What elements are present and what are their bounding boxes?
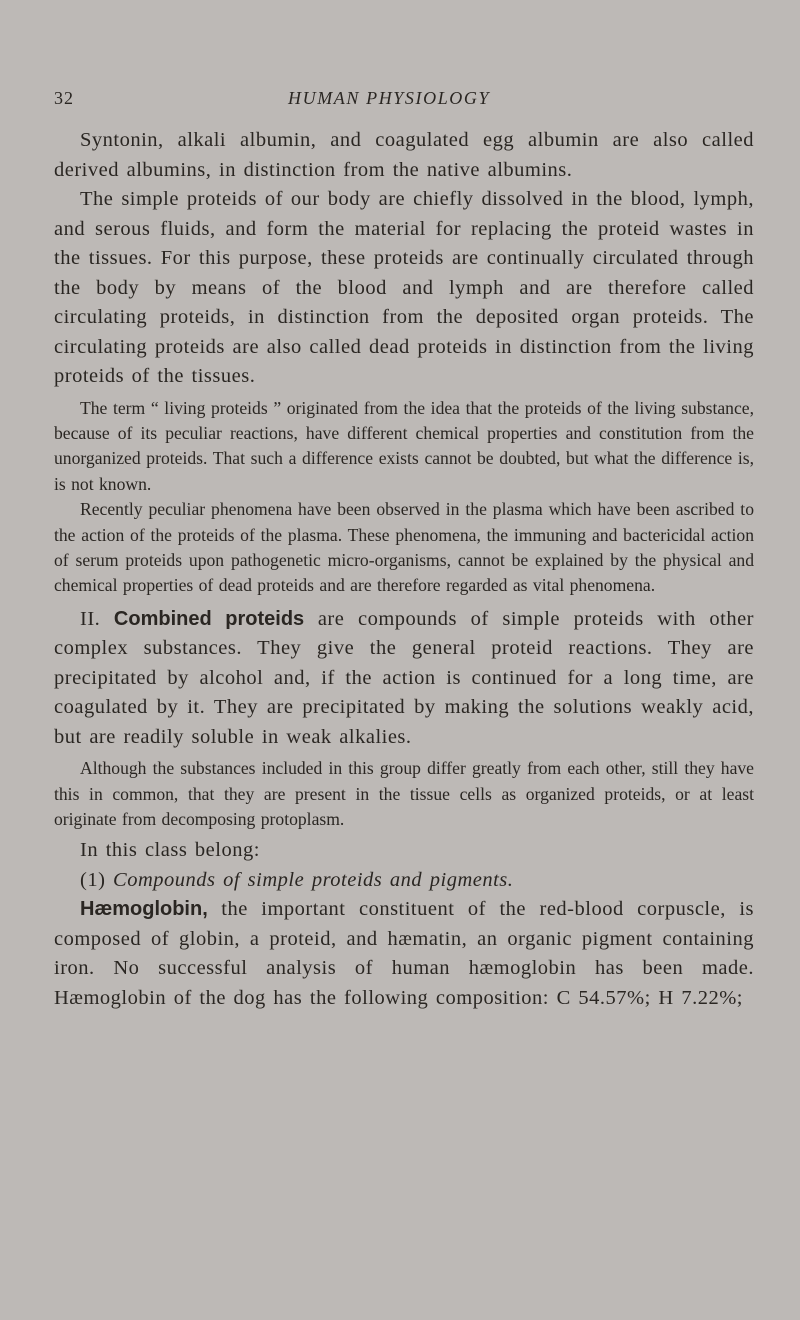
term-haemoglobin: Hæmoglobin, (80, 898, 208, 921)
page-number: 32 (54, 88, 74, 108)
page-header (0, 88, 800, 114)
haemoglobin-text: the important constituent of the red-blood corpuscle, is composed of globin, a proteid, and hæmatin, an organic pigment containing iron. No successful analysis of human hæmoglobin has been made. Hæmoglobin of the dog has the following composition: C 54.57%; H 7.22%; (54, 898, 755, 1009)
paragraph-haemoglobin (54, 895, 754, 1013)
subheading-title: Compounds of simple proteids and pigments. (113, 868, 514, 891)
section-number: II. (80, 607, 101, 630)
body-text (54, 126, 754, 1013)
paragraph-circulating-proteids: The simple proteids of our body are chiefly dissolved in the blood, lymph, and serous fluids, and form the material for replacing the proteid wastes in the tissues. For this purpose, these proteids are continually circulated through the body by means of the blood and lymph and are therefore called circulating proteids, in distinction from the deposited organ proteids. The circulating proteids are also called dead proteids in distinction from the living proteids of the tissues. (54, 188, 754, 387)
paragraph-derived-albumins: Syntonin, alkali albumin, and coagulated egg albumin are also called derived albumins, in distinction from the native albumins. (54, 129, 754, 181)
paragraph-class-intro: In this class belong: (80, 839, 260, 862)
paragraph-plasma-phenomena: Recently peculiar phenomena have been observed in the plasma which have been ascribed to the action of the proteids of the plasma. These phenomena, the immuning and bactericidal action of serum proteids upon pathogenetic micro-organisms, cannot be explained by the physical and chemical properties of dead proteids and are therefore regarded as vital phenomena. (54, 499, 754, 596)
paragraph-living-proteids: The term “ living proteids ” originated from the idea that the proteids of the living substance, because of its peculiar reactions, have different chemical properties and constitution from the unorganized proteids. That such a difference exists cannot be doubted, but what the difference is, is not known. (54, 397, 754, 494)
term-combined-proteids: Combined proteids (113, 607, 305, 630)
paragraph-combined-proteids (54, 605, 754, 753)
subheading-number: (1) (80, 868, 106, 891)
combined-proteids-text: are compounds of simple proteids with other complex substances. They give the general proteid reactions. They are precipitated by alcohol and, if the action is continued for a long time, are coagulated by it. They are precipitated by making the solutions weakly acid, but are readily soluble in weak alkalies. (54, 607, 755, 748)
subheading-compounds (54, 866, 754, 896)
paragraph-group-differences: Although the substances included in this group differ greatly from each other, still they have this in common, that they are present in the tissue cells as organized proteids, or at least originate from decomposing protoplasm. (54, 758, 754, 830)
running-head: HUMAN PHYSIOLOGY (288, 88, 491, 108)
